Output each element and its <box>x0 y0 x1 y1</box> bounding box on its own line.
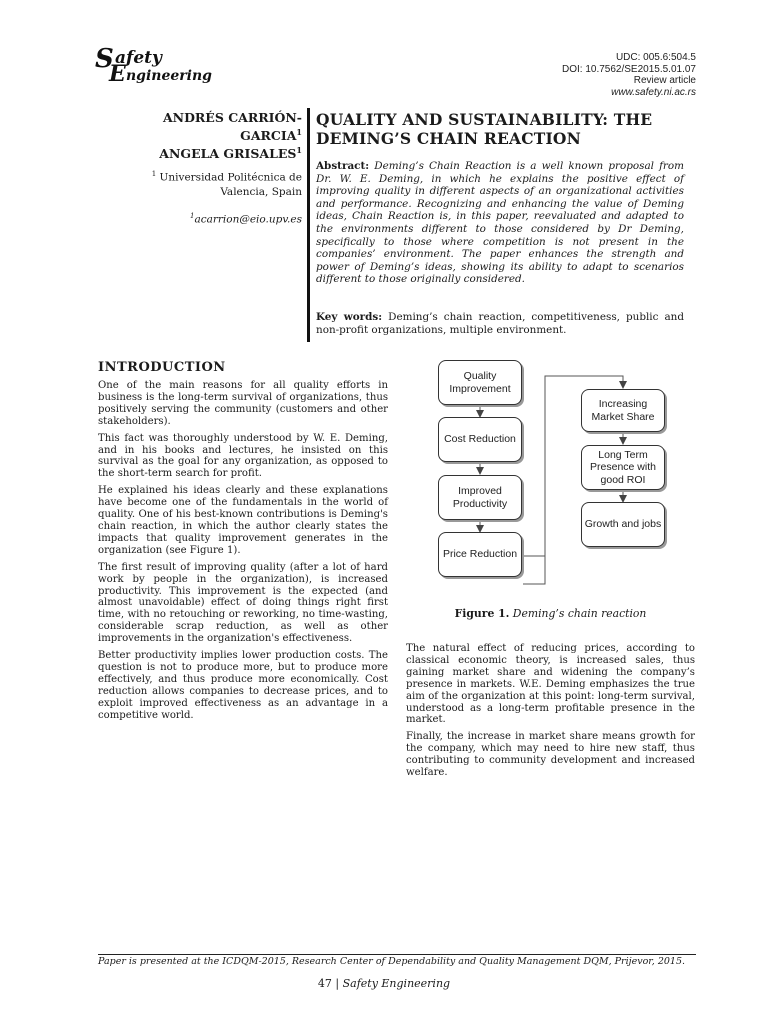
keywords-label: Key words: <box>316 311 383 323</box>
author-2: ANGELA GRISALES$^1$ <box>159 145 302 162</box>
box-improved-productivity: Improved Productivity <box>438 475 522 520</box>
box-cost-reduction: Cost Reduction <box>438 417 522 462</box>
box-growth-and-jobs: Growth and jobs <box>581 502 665 547</box>
footnote: Paper is presented at the ICDQM-2015, Research Center of Dependability and Quality Management DQM, Prijevor, 2015. <box>98 956 686 967</box>
abstract-label: Abstract: <box>316 160 370 172</box>
paragraph: The natural effect of reducing prices, according to classical economic theory, is increased sales, thus gaining market share and widening the company’s presence in markets. W.E. Deming emphasizes the true aim of the organization at this point: long-term survival, understood as a long-term profitable presence in the market. <box>406 643 695 726</box>
paragraph: One of the main reasons for all quality efforts in business is the long-term survival of organizations, thus positively serving the community (customers and other stakeholders). <box>98 380 388 427</box>
figure-label: Figure 1. <box>454 607 510 620</box>
author-1: ANDRÉS CARRIÓN-GARCIA$^1$ <box>162 110 302 144</box>
box-quality-improvement: Quality Improvement <box>438 360 522 405</box>
udc-code: UDC: 005.6:504.5 <box>615 52 696 63</box>
box-price-reduction: Price Reduction <box>438 532 522 577</box>
abstract-text: Deming’s Chain Reaction is a well known proposal from Dr. W. E. Deming, in which he explains the positive effect of improving quality in different aspects of an organizational activities and performance. Recognizing and enhancing the value of Deming ideas, Chain Reaction is, in this paper, reevaluated and adapted to the environments different to those considered by Dr Deming, specifically to those where competition is not present in the companies’ environment. The paper enhances the strength and power of Deming’s ideas, showing its ability to adapt to scenarios different to those originally considered. <box>316 160 684 286</box>
keywords-text: Deming’s chain reaction, competitiveness, public and non-profit organizations, multiple environment. <box>316 311 684 336</box>
box-increasing-market-share: Increasing Market Share <box>581 389 665 432</box>
doi: DOI: 10.7562/SE2015.5.01.07 <box>562 63 696 75</box>
paragraph: He explained his ideas clearly and these explanations have become one of the fundamentals in the world of quality. One of his best-known contributions is Deming's chain reaction, in which the author clearly states the impacts that quality improvement generates in the organization (see Figure 1). <box>98 485 388 556</box>
journal-name: Safety Engineering <box>342 977 451 990</box>
journal-website[interactable]: www.safety.ni.ac.rs <box>611 86 696 98</box>
figure-caption-text: Deming’s chain reaction <box>509 607 647 620</box>
figure-caption <box>406 607 695 620</box>
page-number: 47 <box>317 977 332 990</box>
article-type: Review article <box>633 75 696 86</box>
logo-letter-e: E <box>109 61 126 87</box>
author-email[interactable]: $^1$acarrion@eio.upv.es <box>189 212 302 226</box>
footer-rule <box>98 954 696 955</box>
paragraph: Finally, the increase in market share means growth for the company, which may need to hire new staff, thus contributing to community development and increased welfare. <box>406 731 695 779</box>
affiliation: $^1$ Universidad Politécnica de Valencia, Spain <box>151 170 302 198</box>
page-footer: 47 | Safety Engineering <box>317 977 451 990</box>
paragraph: This fact was thoroughly understood by W. E. Deming, and in his books and lectures, he insisted on this survival as the goal for any organization, as opposed to the short-term search for profit. <box>98 432 388 480</box>
logo-word-afety: afety <box>115 48 162 68</box>
paragraph: The first result of improving quality (after a lot of hard work by people in the organization), is increased productivity. This improvement is the expected (and almost unavoidable) effect of doing things right first time, with no retouching or reworking, no time-wasting, considerable scrap reduction, as well as other improvements in the organization's effectiveness. <box>98 561 388 645</box>
right-column-body <box>406 643 695 784</box>
box-long-term-presence: Long Term Presence with good ROI <box>581 445 665 490</box>
paragraph: Better productivity implies lower production costs. The question is not to produce more, but to produce more effectively, and thus produce more economically. Cost reduction allows companies to decrease prices, and to exploit improved effectiveness as an advantage in a competitive world. <box>98 650 388 721</box>
logo-word-ngineering: ngineering <box>126 68 212 84</box>
section-heading-introduction: INTRODUCTION <box>98 360 226 375</box>
connector-price-bottom <box>522 556 545 584</box>
logo-letter-s: S <box>95 44 114 74</box>
paper-title: QUALITY AND SUSTAINABILITY: THE DEMING’S CHAIN REACTION <box>316 110 653 148</box>
